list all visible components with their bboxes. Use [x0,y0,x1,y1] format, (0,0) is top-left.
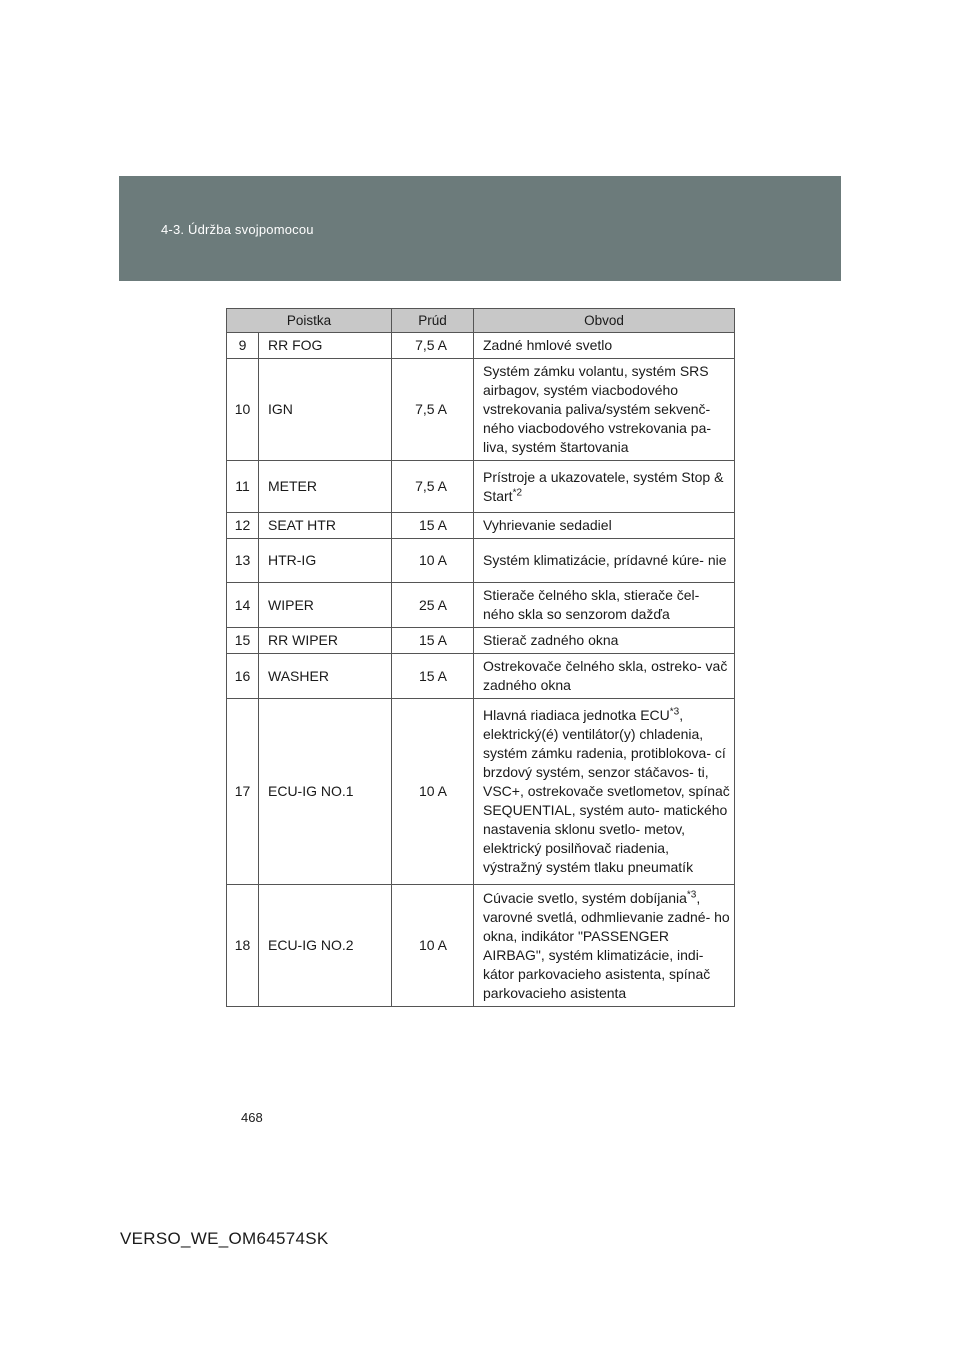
table-row [227,628,735,654]
circuit-text: Zadné hmlové svetlo [483,337,613,353]
fuse-circuit-cell [474,539,735,583]
table-row [227,359,735,461]
table-row [227,513,735,539]
table-row [227,885,735,1007]
fuse-current-cell: 25 A [392,583,474,628]
table-row [227,654,735,699]
fuse-number-cell: 13 [227,539,259,583]
fuse-name-cell: WASHER [259,654,392,699]
fuse-circuit-cell [474,513,735,539]
fuse-number-cell: 10 [227,359,259,461]
circuit-text: Ostrekovače čelného skla, ostreko- vač zadného okna [483,658,728,693]
fuse-current-cell: 7,5 A [392,333,474,359]
column-header-fuse: Poistka [227,309,392,333]
fuse-circuit-cell [474,885,735,1007]
fuse-circuit-cell [474,628,735,654]
fuse-circuit-cell [474,654,735,699]
fuse-number-cell: 9 [227,333,259,359]
circuit-text-continued: , varovné svetlá, odhmlievanie zadné- ho okna, indikátor "PASSENGER AIRBAG", systém klimatizácie, indi- kátor parkovacieho asistenta, spínač parkovacieho asistenta [483,889,730,1001]
fuse-table-body [227,333,735,1007]
fuse-name-cell: ECU-IG NO.1 [259,699,392,885]
fuse-name-cell: METER [259,461,392,513]
circuit-text-continued: , elektrický(é) ventilátor(y) chladenia, systém zámku radenia, protiblokova- cí brzdový systém, senzor stáčavos- ti, VSC+, ostrekovače svetlometov, spínač SEQUENTIAL, systém auto- matického nastavenia sklonu svetlo- metov, elektrický posilňovač riadenia, výstražný systém tlaku pneumatík [483,707,730,875]
fuse-current-cell: 7,5 A [392,461,474,513]
column-header-circuit: Obvod [474,309,735,333]
circuit-text: Cúvacie svetlo, systém dobíjania [483,889,687,906]
footnote-marker: *3 [669,706,680,718]
table-row [227,583,735,628]
fuse-number-cell: 11 [227,461,259,513]
fuse-current-cell: 10 A [392,885,474,1007]
fuse-current-cell: 15 A [392,628,474,654]
fuse-name-cell: RR WIPER [259,628,392,654]
fuse-current-cell: 15 A [392,513,474,539]
table-row [227,333,735,359]
fuse-table [226,308,735,1007]
fuse-circuit-cell [474,583,735,628]
fuse-number-cell: 12 [227,513,259,539]
footnote-marker: *2 [512,486,523,498]
fuse-current-cell: 7,5 A [392,359,474,461]
fuse-number-cell: 17 [227,699,259,885]
fuse-number-cell: 14 [227,583,259,628]
fuse-name-cell: RR FOG [259,333,392,359]
table-header-row [227,309,735,333]
circuit-text: Systém zámku volantu, systém SRS airbagov, systém viacbodového vstrekovania paliva/systém sekvenč- ného viacbodového vstrekovania pa- liva, systém štartovania [483,363,712,455]
section-header-band [119,176,841,281]
circuit-text: Systém klimatizácie, prídavné kúre- nie [483,552,727,568]
fuse-circuit-cell [474,699,735,885]
fuse-name-cell: IGN [259,359,392,461]
column-header-current: Prúd [392,309,474,333]
fuse-name-cell: SEAT HTR [259,513,392,539]
circuit-text: Hlavná riadiaca jednotka ECU [483,707,670,723]
table-row [227,699,735,885]
table-row [227,539,735,583]
fuse-circuit-cell [474,461,735,513]
fuse-circuit-cell [474,333,735,359]
section-title: 4-3. Údržba svojpomocou [161,222,314,237]
circuit-text: Stierače čelného skla, stierače čel- ného skla so senzorom dažďa [483,587,700,622]
fuse-number-cell: 16 [227,654,259,699]
table-row [227,461,735,513]
fuse-name-cell: HTR-IG [259,539,392,583]
fuse-current-cell: 15 A [392,654,474,699]
circuit-text: Stierač zadného okna [483,632,619,648]
page-number: 468 [241,1110,263,1125]
document-code: VERSO_WE_OM64574SK [120,1229,329,1248]
fuse-current-cell: 10 A [392,539,474,583]
footnote-marker: *3 [686,888,697,900]
fuse-name-cell: ECU-IG NO.2 [259,885,392,1007]
fuse-circuit-cell [474,359,735,461]
fuse-name-cell: WIPER [259,583,392,628]
circuit-text: Prístroje a ukazovatele, systém Stop & Start [483,468,724,504]
fuse-current-cell: 10 A [392,699,474,885]
fuse-number-cell: 15 [227,628,259,654]
fuse-number-cell: 18 [227,885,259,1007]
circuit-text: Vyhrievanie sedadiel [483,517,612,533]
